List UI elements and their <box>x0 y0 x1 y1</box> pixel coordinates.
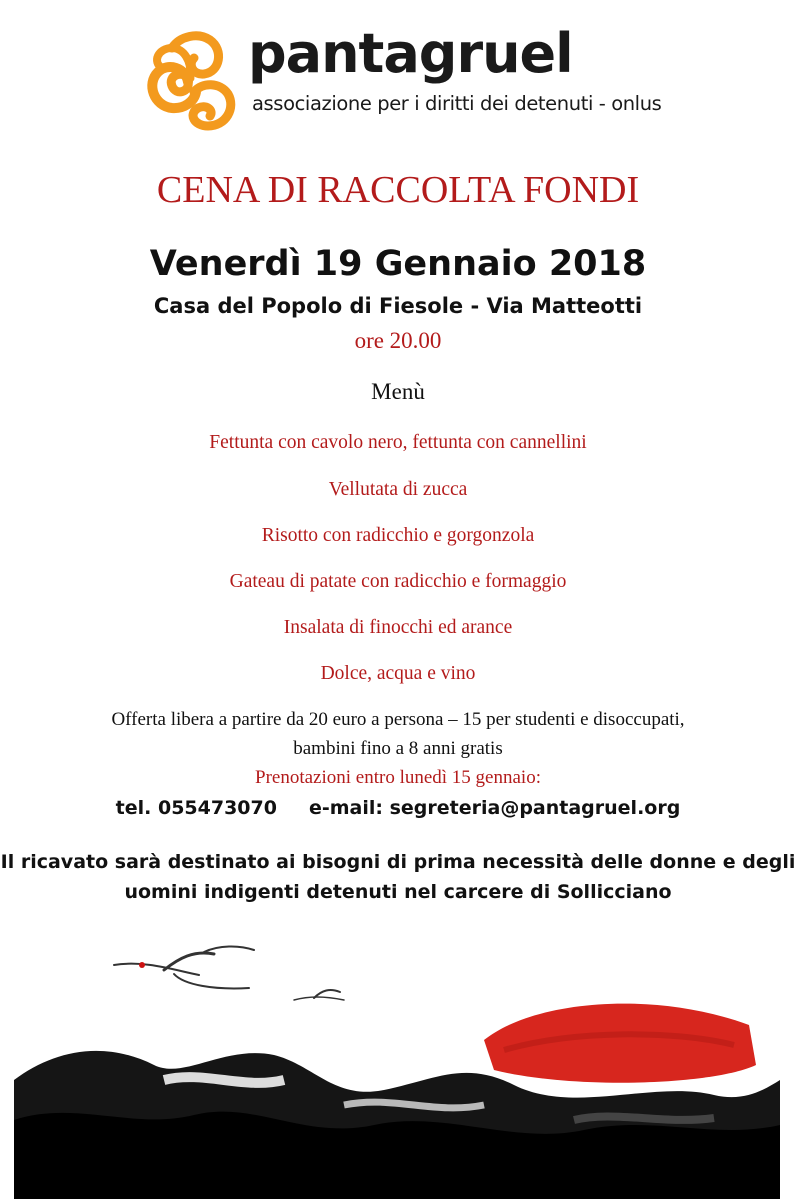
menu-item: Risotto con radicchio e gorgonzola <box>261 525 535 546</box>
menu-item: Insalata di finocchi ed arance <box>283 617 513 638</box>
booking-deadline: Prenotazioni entro lunedì 15 gennaio: <box>255 767 541 788</box>
event-date: Venerdì 19 Gennaio 2018 <box>149 244 647 284</box>
event-venue: Casa del Popolo di Fiesole - Via Matteotti <box>153 294 643 318</box>
menu-item: Fettunta con cavolo nero, fettunta con cannellini <box>209 432 587 453</box>
event-time: ore 20.00 <box>354 328 442 353</box>
purpose-text-cont: uomini indigenti detenuti nel carcere di Sollicciano <box>124 881 672 903</box>
crane-bird-icon <box>114 946 254 988</box>
phone-number: tel. 055473070 <box>115 797 277 819</box>
ink-landscape-illustration <box>14 930 780 1199</box>
contact-line <box>0 797 796 819</box>
menu-item: Gateau di patate con radicchio e formaggio <box>229 571 567 592</box>
menu-heading: Menù <box>371 379 425 404</box>
crane-bird-small-icon <box>294 990 344 1000</box>
spiral-logo-icon <box>128 18 248 138</box>
offer-text-children: bambini fino a 8 anni gratis <box>293 738 503 759</box>
menu-item: Dolce, acqua e vino <box>320 663 476 684</box>
email-address[interactable]: e-mail: segreteria@pantagruel.org <box>308 797 681 819</box>
menu-item: Vellutata di zucca <box>328 479 468 500</box>
purpose-text: Il ricavato sarà destinato ai bisogni di prima necessità delle donne e degli <box>0 851 796 873</box>
brand-tagline: associazione per i diritti dei detenuti - onlus <box>252 92 662 115</box>
brand-name: pantagruel <box>248 22 573 85</box>
offer-text: Offerta libera a partire da 20 euro a persona – 15 per studenti e disoccupati, <box>111 709 685 730</box>
event-title: CENA DI RACCOLTA FONDI <box>156 169 640 211</box>
